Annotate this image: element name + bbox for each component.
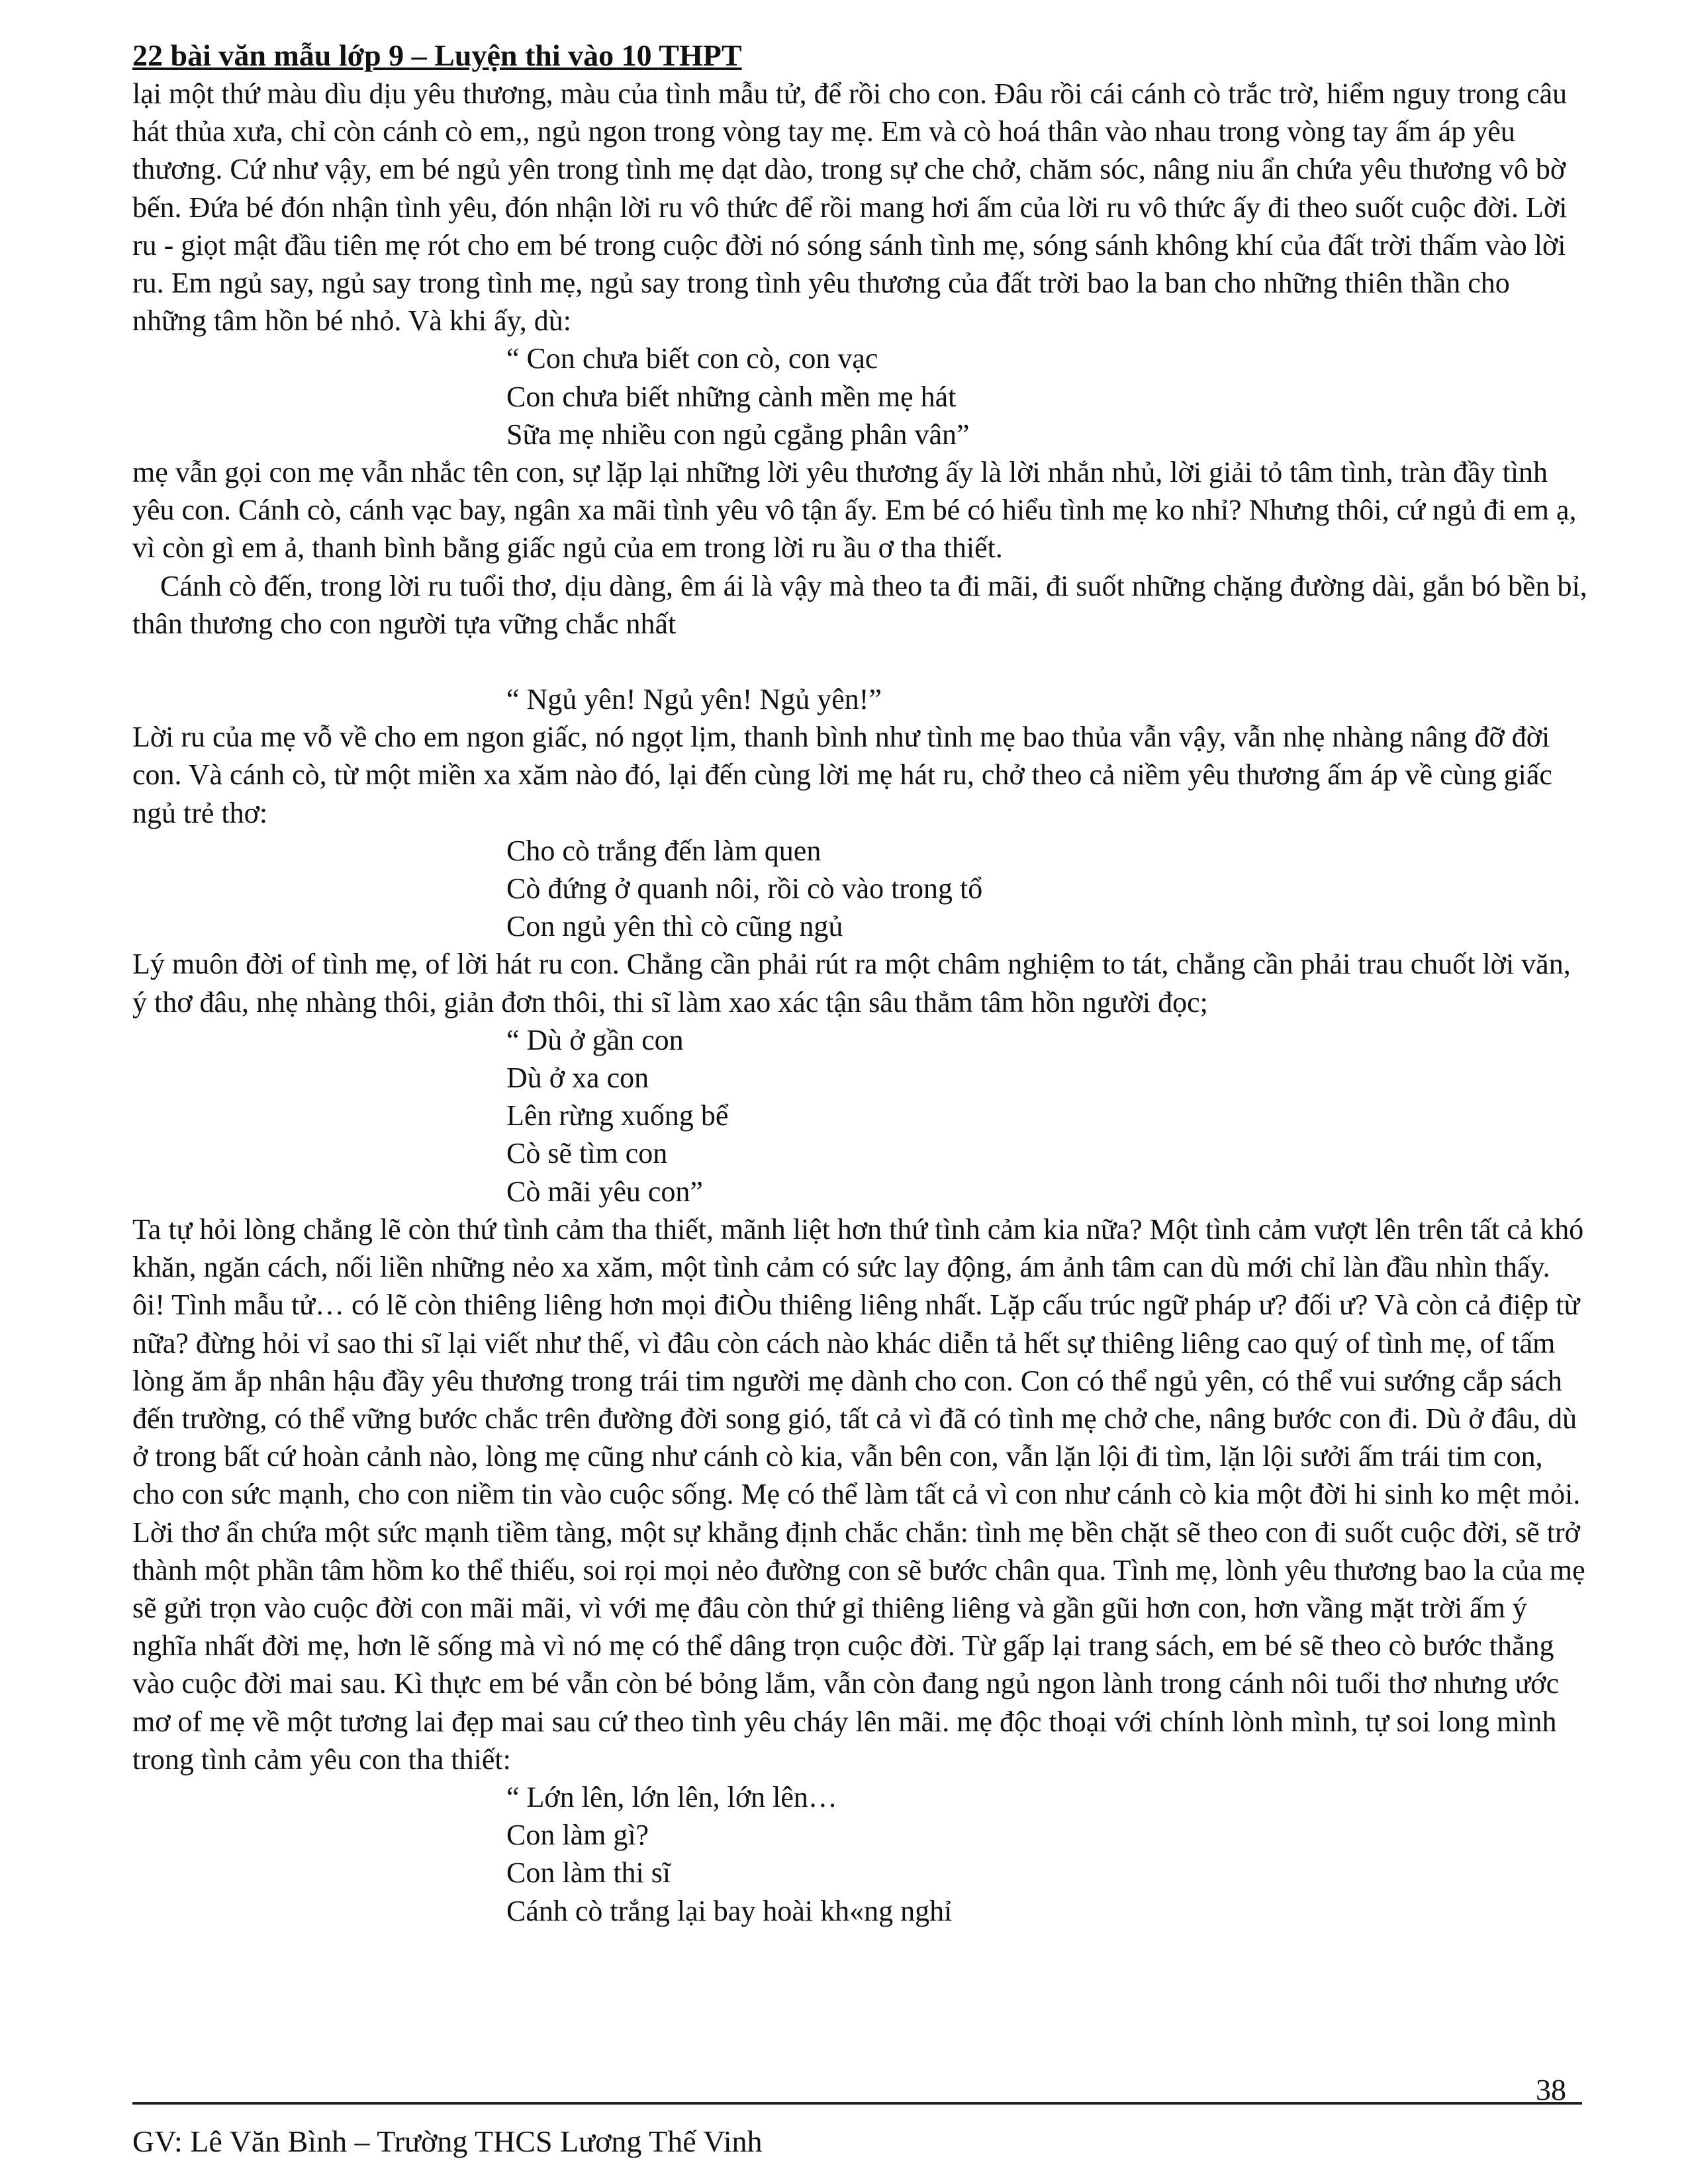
- poem-line: “ Ngủ yên! Ngủ yên! Ngủ yên!”: [506, 683, 882, 716]
- poem-stanza-1: [132, 340, 1589, 453]
- poem-line: Cò mãi yêu con”: [506, 1175, 703, 1208]
- poem-line: Con chưa biết những cành mền mẹ hát: [506, 380, 957, 413]
- blank-line: [132, 643, 1589, 680]
- poem-line: “ Lớn lên, lớn lên, lớn lên…: [506, 1780, 837, 1813]
- poem-stanza-3: [132, 832, 1589, 946]
- poem-line: Lên rừng xuống bể: [506, 1099, 729, 1132]
- page-number: 38: [1536, 2073, 1566, 2107]
- poem-line: “ Dù ở gần con: [506, 1023, 684, 1056]
- poem-line: Cho cò trắng đến làm quen: [506, 834, 821, 867]
- poem-line: Con làm gì?: [506, 1819, 649, 1852]
- poem-stanza-5: [132, 1778, 1589, 1930]
- paragraph-2: mẹ vẫn gọi con mẹ vẫn nhắc tên con, sự lặp lại những lời yêu thương ấy là lời nhắn nhủ, lời giải tỏ tâm tình, tràn đầy tình yêu con. Cánh cò, cánh vạc bay, ngân xa mãi tình yêu vô tận ấy. Em bé có hiểu tình mẹ ko nhỉ? Nhưng thôi, cứ ngủ đi em ạ, vì còn gì em ả, thanh bình bằng giấc ngủ của em trong lời ru ầu ơ tha thiết.: [132, 456, 1577, 565]
- poem-line: “ Con chưa biết con cò, con vạc: [506, 342, 878, 375]
- paragraph-6: Ta tự hỏi lòng chẳng lẽ còn thứ tình cảm tha thiết, mãnh liệt hơn thứ tình cảm kia nữa? Một tình cảm vượt lên trên tất cả khó khăn, ngăn cách, nối liền những nẻo xa xăm, một tình cảm có sức lay động, ám ảnh tâm can dù mới chỉ làn đầu nhìn thấy. ôi! Tình mẫu tử… có lẽ còn thiêng liêng hơn mọi điÒu thiêng liêng nhất. Lặp cấu trúc ngữ pháp ư? đối ư? Và còn cả điệp từ nữa? đừng hỏi vỉ sao thi sĩ lại viết như thế, vì đâu còn cách nào khác diễn tả hết sự thiêng liêng cao quý of tình mẹ, of tấm lòng ăm ắp nhân hậu đầy yêu thương trong trái tim người mẹ dành cho con. Con có thể ngủ yên, có thể vui sướng cắp sách đến trường, có thể vững bước chắc trên đường đời song gió, tất cả vì đã có tình mẹ chở che, nâng bước con đi. Dù ở đâu, dù ở trong bất cứ hoàn cảnh nào, lòng mẹ cũng như cánh cò kia, vẫn bên con, vẫn lặn lội đi tìm, lặn lội sưởi ấm trái tim con, cho con sức mạnh, cho con niềm tin vào cuộc sống. Mẹ có thể làm tất cả vì con như cánh cò kia một đời hi sinh ko mệt mỏi. Lời thơ ẩn chứa một sức mạnh tiềm tàng, một sự khẳng định chắc chắn: tình mẹ bền chặt sẽ theo con đi suốt cuộc đời, sẽ trở thành một phần tâm hồm ko thể thiếu, soi rọi mọi nẻo đường con sẽ bước chân qua. Tình mẹ, lònh yêu thương bao la của mẹ sẽ gửi trọn vào cuộc đời con mãi mãi, vì với mẹ đâu còn thứ gỉ thiêng liêng và gần gũi hơn con, hơn vầng mặt trời ấm ý nghĩa nhất đời mẹ, hơn lẽ sống mà vì nó mẹ có thể dâng trọn cuộc đời. Từ gấp lại trang sách, em bé sẽ theo cò bước thẳng vào cuộc đời mai sau. Kì thực em bé vẫn còn bé bỏng lắm, vẫn còn đang ngủ ngon lành trong cánh nôi tuổi thơ nhưng ước mơ of mẹ về một tương lai đẹp mai sau cứ theo tình yêu cháy lên mãi. mẹ độc thoại với chính lònh mình, tự soi long mình trong tình cảm yêu con tha thiết:: [132, 1212, 1585, 1776]
- poem-line: Sữa mẹ nhiều con ngủ cgẳng phân vân”: [506, 418, 970, 451]
- poem-stanza-2: [132, 680, 1589, 718]
- paragraph-4: Lời ru của mẹ vỗ về cho em ngon giấc, nó ngọt lịm, thanh bình như tình mẹ bao thủa vẫn vậy, vẫn nhẹ nhàng nâng đỡ đời con. Và cánh cò, từ một miền xa xăm nào đó, lại đến cùng lời mẹ hát ru, chở theo cả niềm yêu thương ấm áp về cùng giấc ngủ trẻ thơ:: [132, 721, 1552, 829]
- paragraph-3: Cánh cò đến, trong lời ru tuổi thơ, dịu dàng, êm ái là vậy mà theo ta đi mãi, đi suốt những chặng đường dài, gắn bó bền bỉ, thân thương cho con người tựa vững chắc nhất: [132, 569, 1587, 640]
- page-header-title: 22 bài văn mẫu lớp 9 – Luyện thi vào 10 THPT: [132, 38, 742, 72]
- paragraph-5: Lý muôn đời of tình mẹ, of lời hát ru con. Chẳng cần phải rút ra một châm nghiệm to tát, chẳng cần phải trau chuốt lời văn, ý thơ đâu, nhẹ nhàng thôi, giản đơn thôi, thi sĩ làm xao xác tận sâu thẳm tâm hồn người đọc;: [132, 948, 1571, 1019]
- poem-line: Cánh cò trắng lại bay hoài kh«ng nghỉ: [506, 1894, 953, 1927]
- poem-line: Con làm thi sĩ: [506, 1856, 671, 1889]
- footer-author-line: GV: Lê Văn Bình – Trường THCS Lương Thế Vinh: [132, 2124, 763, 2158]
- poem-line: Con ngủ yên thì cò cũng ngủ: [506, 910, 843, 943]
- poem-line: Cò sẽ tìm con: [506, 1137, 668, 1170]
- paragraph-1: lại một thứ màu dìu dịu yêu thương, màu của tình mẫu tử, để rồi cho con. Đâu rồi cái cánh cò trắc trờ, hiểm nguy trong câu hát thủa xưa, chỉ còn cánh cò em,, ngủ ngon trong vòng tay mẹ. Em và cò hoá thân vào nhau trong vòng tay ấm áp yêu thương. Cứ như vậy, em bé ngủ yên trong tình mẹ dạt dào, trong sự che chở, chăm sóc, nâng niu ẩn chứa yêu thương vô bờ bến. Đứa bé đón nhận tình yêu, đón nhận lời ru vô thức để rồi mang hơi ấm của lời ru vô thức ấy đi theo suốt cuộc đời. Lời ru - giọt mật đầu tiên mẹ rót cho em bé trong cuộc đời nó sóng sánh tình mẹ, sóng sánh không khí của đất trời thấm vào lời ru. Em ngủ say, ngủ say trong tình mẹ, ngủ say trong tình yêu thương của đất trời bao la ban cho những thiên thần cho những tâm hồn bé nhỏ. Và khi ấy, dù:: [132, 77, 1568, 338]
- poem-stanza-4: [132, 1021, 1589, 1210]
- poem-line: Dù ở xa con: [506, 1062, 649, 1095]
- document-body: [132, 75, 1589, 1930]
- poem-line: Cò đứng ở quanh nôi, rồi cò vào trong tổ: [506, 872, 983, 905]
- footer-divider: [132, 2102, 1582, 2105]
